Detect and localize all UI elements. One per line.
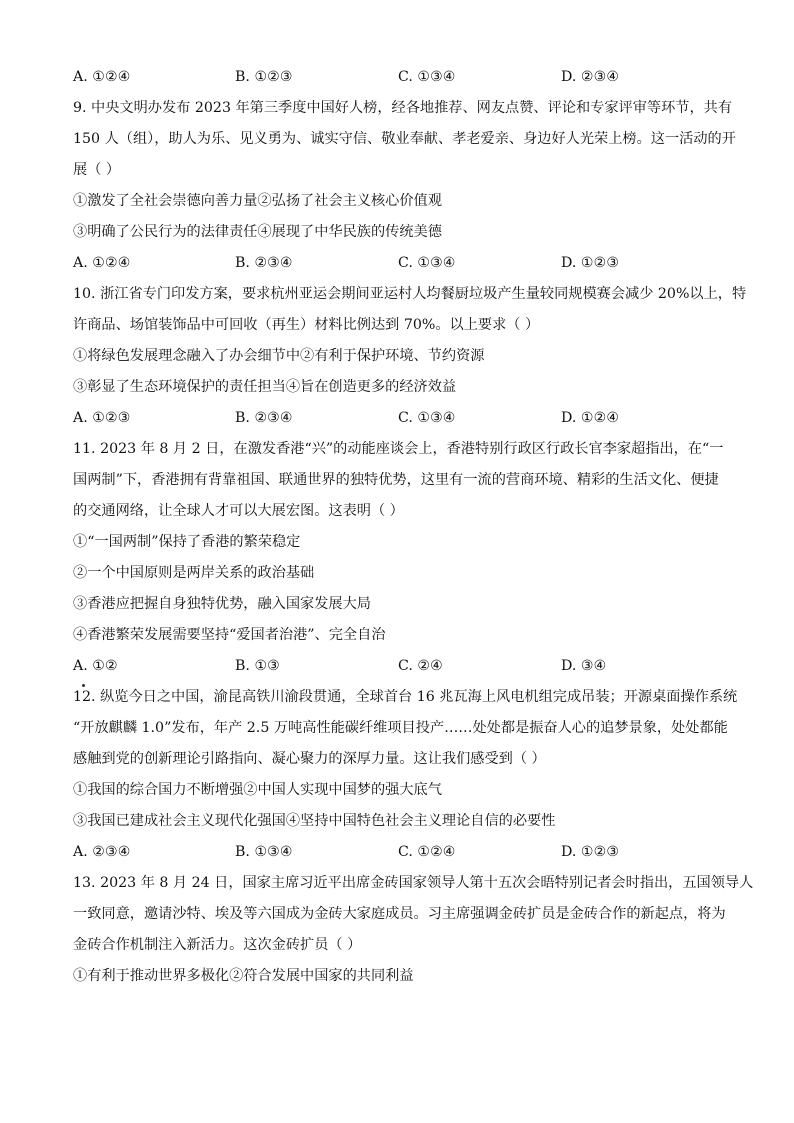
q12-stem-line: “开放麒麟 1.0”发布，年产 2.5 万吨高性能碳纤维项目投产……处处都是振奋人心的追梦景象，处处都能 [73,720,728,736]
q11-options [73,651,723,682]
q8-options [73,62,723,93]
q9-options [73,248,723,279]
q10-stem-line: 10. 浙江省专门印发方案，要求杭州亚运会期间亚运村人均餐厨垃圾产生量较同规模赛会减少 20%以上，特 [73,286,747,302]
q10-options [73,403,723,434]
question-12 [73,682,738,868]
q9-statement: ①激发了全社会崇德向善力量②弘扬了社会主义核心价值观 [73,193,442,209]
q12-option-b[interactable]: B. ①③④ [235,844,293,860]
q9-stem-line: 9. 中央文明办发布 2023 年第三季度中国好人榜，经各地推荐、网友点赞、评论和专家评审等环节，共有 [73,100,733,116]
q11-statement: ③香港应把握自身独特优势，融入国家发展大局 [73,596,371,612]
q9-option-c[interactable]: C. ①③④ [398,255,456,271]
q11-option-b[interactable]: B. ①③ [235,658,280,674]
q12-option-c[interactable]: C. ①②④ [398,844,456,860]
question-9 [73,93,736,279]
q12-option-a[interactable]: A. ②③④ [73,844,131,860]
question-11 [73,434,723,682]
q9-option-a[interactable]: A. ①②④ [73,255,131,271]
q9-stem-line: 150 人（组），助人为乐、见义勇为、诚实守信、敬业奉献、孝老爱亲、身边好人光荣上榜。这一活动的开 [73,131,736,147]
q11-option-a[interactable]: A. ①② [73,658,118,674]
q10-option-d[interactable]: D. ①②④ [561,410,620,426]
q9-statement: ③明确了公民行为的法律责任④展现了中华民族的传统美德 [73,224,442,240]
q11-option-d[interactable]: D. ③④ [561,658,607,674]
q11-option-c[interactable]: C. ②④ [398,658,443,674]
q12-stem-line: 感触到党的创新理论引路指向、凝心聚力的深厚力量。这让我们感受到（ ） [73,751,546,767]
q9-option-b[interactable]: B. ②③④ [235,255,293,271]
q11-statement: ①“一国两制”保持了香港的繁荣稳定 [73,534,301,550]
q8-option-d[interactable]: D. ②③④ [561,69,620,85]
q10-stem-line: 许商品、场馆装饰品中可回收（再生）材料比例达到 70%。以上要求（ ） [73,317,540,333]
q13-stem-line: 13. 2023 年 8 月 24 日，国家主席习近平出席金砖国家领导人第十五次会晤特别记者会时指出，五国领导人 [73,875,754,891]
q8-option-c[interactable]: C. ①③④ [398,69,456,85]
q11-stem-line: 国两制”下，香港拥有背靠祖国、联通世界的独特优势，这里有一流的营商环境、精彩的生活文化、便捷 [73,472,719,488]
q12-stem-line: 12. 纵览今日之中国，渝昆高铁川渝段贯通，全球首台 16 兆瓦海上风电机组完成吊装；开源桌面操作系统 [73,689,738,705]
q9-stem-line: 展（ ） [73,162,121,178]
q13-stem-line: 金砖合作机制注入新活力。这次金砖扩员（ ） [73,937,362,953]
q11-stem-line: 的交通网络，让全球人才可以大展宏图。这表明（ ） [73,503,404,519]
question-10 [73,279,747,434]
q12-statement: ③我国已建成社会主义现代化强国④坚持中国特色社会主义理论自信的必要性 [73,813,556,829]
q10-option-c[interactable]: C. ①③④ [398,410,456,426]
exam-page [73,62,754,992]
q11-statement: ④香港繁荣发展需要坚持“爱国者治港”、完全自治 [73,627,386,643]
q8-option-a[interactable]: A. ①②④ [73,69,131,85]
q13-stem-line: 一致同意，邀请沙特、埃及等六国成为金砖大家庭成员。习主席强调金砖扩员是金砖合作的新起点，将为 [73,906,726,922]
question-13 [73,868,754,992]
q9-option-d[interactable]: D. ①②③ [561,255,620,271]
stray-mark [82,684,85,687]
q11-statement: ②一个中国原则是两岸关系的政治基础 [73,565,315,581]
q10-option-a[interactable]: A. ①②③ [73,410,131,426]
q10-option-b[interactable]: B. ②③④ [235,410,293,426]
q10-statement: ③彰显了生态环境保护的责任担当④旨在创造更多的经济效益 [73,379,457,395]
q10-statement: ①将绿色发展理念融入了办会细节中②有利于保护环境、节约资源 [73,348,485,364]
q11-stem-line: 11. 2023 年 8 月 2 日，在激发香港“兴”的动能座谈会上，香港特别行政区行政长官李家超指出，在“一 [73,441,724,457]
q12-statement: ①我国的综合国力不断增强②中国人实现中国梦的强大底气 [73,782,442,798]
q8-option-b[interactable]: B. ①②③ [235,69,293,85]
q12-option-d[interactable]: D. ①②③ [561,844,620,860]
q12-options [73,837,723,868]
q13-statement: ①有利于推动世界多极化②符合发展中国家的共同利益 [73,968,414,984]
